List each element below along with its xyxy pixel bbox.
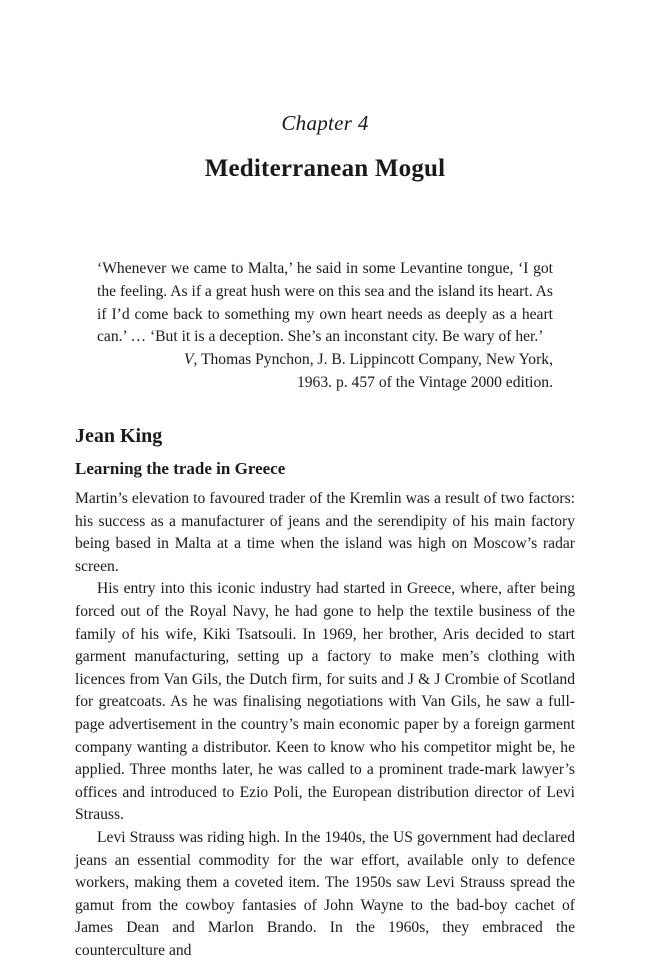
- paragraph: Levi Strauss was riding high. In the 1940s, the US government had declared jeans an essential commodity for the war effort, available only to defence workers, making them a coveted item. The 1950s saw Levi Strauss spread the gamut from the cowboy fantasies of John Wayne to the bad-boy cachet of James Dean and Marlon Brando. In the 1960s, they embraced the counterculture and: [75, 828, 575, 959]
- paragraph: Martin’s elevation to favoured trader of the Kremlin was a result of two factors: his success as a manufacturer of jeans and the serendipity of his main factory being based in Malta at a time when the island was high on Moscow’s radar screen.: [75, 490, 575, 575]
- chapter-number: Chapter 4: [281, 111, 369, 135]
- chapter-title: Mediterranean Mogul: [204, 155, 446, 182]
- epigraph: [97, 258, 553, 395]
- epigraph-quote: ‘Whenever we came to Malta,’ he said in some Levantine tongue, ‘I got the feeling. As if a great hush were on this sea and the island its heart. As if I’d come back to something my own heart needs as deeply as a heart can.’ … ‘But it is a deception. She’s an inconstant city. Be wary of her.’: [97, 260, 553, 346]
- epigraph-source-line2: 1963. p. 457 of the Vintage 2000 edition.: [296, 373, 553, 391]
- body-text: [75, 488, 575, 962]
- paragraph: His entry into this iconic industry had started in Greece, where, after being forced out of the Royal Navy, he had gone to help the textile business of the family of his wife, Kiki Tsatsouli. In 1969, her brother, Aris decided to start garment manufacturing, setting up a factory to make men’s clothing with licences from Van Gils, the Dutch firm, for suits and J & J Crombie of Scotland for greatcoats. As he was finalising negotiations with Van Gils, he saw a full-page advertisement in the country’s main economic paper by a foreign garment company wanting a distributor. Keen to know who his competitor might be, he applied. Three months later, he was called to a prominent trade-mark lawyer’s offices and introduced to Ezio Poli, the European distribution director of Levi Strauss.: [75, 580, 575, 824]
- epigraph-source: [97, 349, 553, 372]
- section-heading: Jean King: [75, 425, 163, 447]
- section-subheading: Learning the trade in Greece: [75, 459, 286, 478]
- epigraph-source-title: V: [183, 351, 194, 369]
- epigraph-source-line1: , Thomas Pynchon, J. B. Lippincott Company, New York,: [193, 351, 553, 369]
